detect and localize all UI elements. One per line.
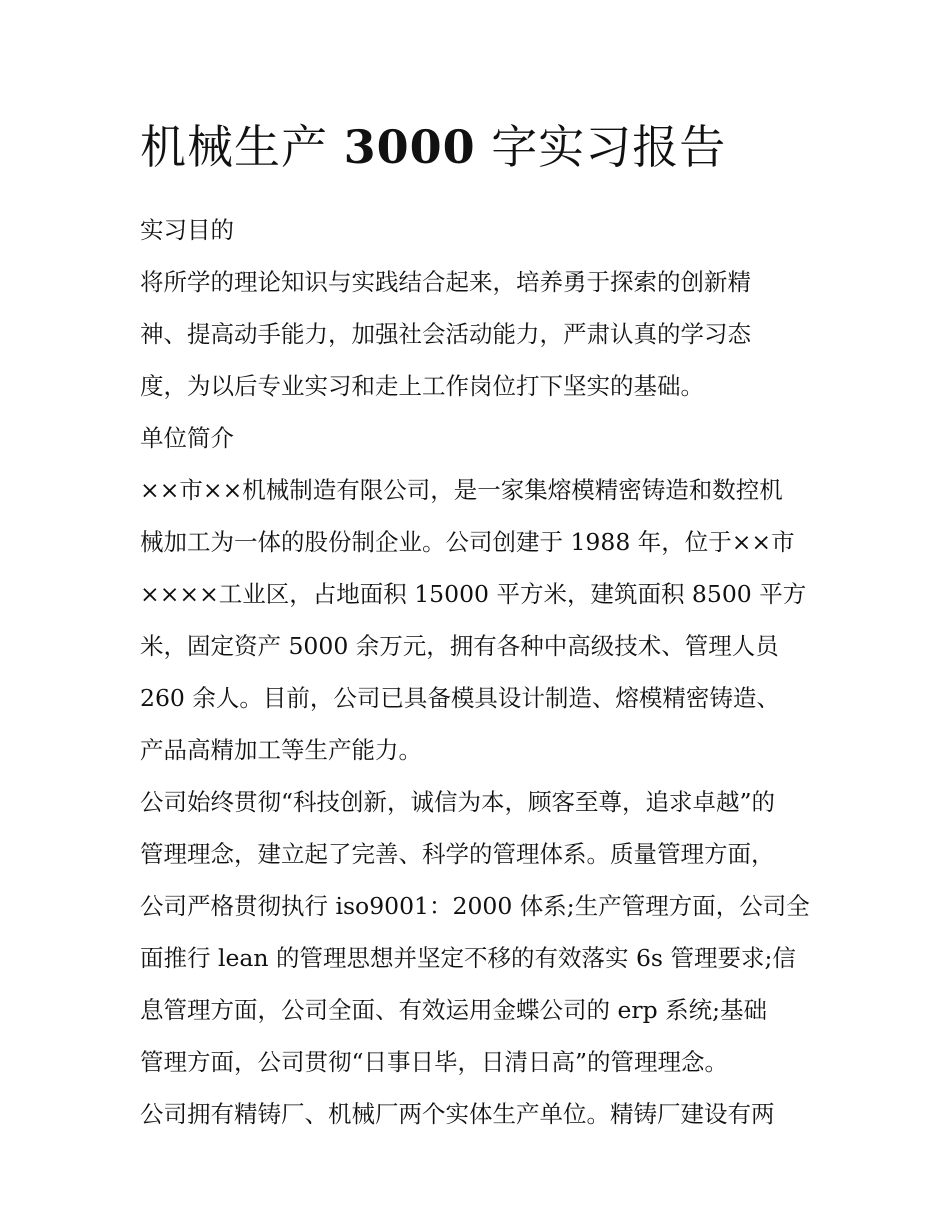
text-line: 管理理念，建立起了完善、科学的管理体系。质量管理方面，: [140, 840, 775, 868]
document-page: [140, 112, 820, 1140]
text-line: 产品高精加工等生产能力。: [140, 736, 422, 764]
text-line: 米，固定资产 5000 余万元，拥有各种中高级技术、管理人员: [140, 632, 779, 660]
text-line: 260 余人。目前，公司已具备模具设计制造、熔模精密铸造、: [140, 684, 780, 712]
text-line: 械加工为一体的股份制企业。公司创建于 1988 年，位于××市: [140, 528, 795, 556]
text-line: 息管理方面，公司全面、有效运用金蝶公司的 erp 系统;基础: [140, 996, 768, 1024]
section-heading-purpose: 实习目的: [140, 216, 234, 244]
section-heading-company: 单位简介: [140, 424, 234, 452]
text-line: 公司拥有精铸厂、机械厂两个实体生产单位。精铸厂建设有两: [140, 1100, 775, 1128]
title-number: 3000: [343, 120, 476, 174]
title-suffix: 字实习报告: [491, 120, 727, 174]
text-line: 管理方面，公司贯彻“日事日毕，日清日高”的管理理念。: [140, 1048, 729, 1076]
text-line: ××市××机械制造有限公司，是一家集熔模精密铸造和数控机: [140, 476, 783, 504]
text-line: 公司严格贯彻执行 iso9001：2000 体系;生产管理方面，公司全: [140, 892, 810, 920]
title-prefix: 机械生产: [140, 120, 328, 174]
text-line: 面推行 lean 的管理思想并坚定不移的有效落实 6s 管理要求;信: [140, 944, 796, 972]
text-line: ××××工业区，占地面积 15000 平方米，建筑面积 8500 平方: [140, 580, 807, 608]
text-line: 神、提高动手能力，加强社会活动能力，严肃认真的学习态: [140, 320, 751, 348]
text-line: 公司始终贯彻“科技创新，诚信为本，顾客至尊，追求卓越”的: [140, 788, 776, 816]
document-title: [140, 112, 820, 182]
text-line: 度，为以后专业实习和走上工作岗位打下坚实的基础。: [140, 372, 704, 400]
text-line: 将所学的理论知识与实践结合起来，培养勇于探索的创新精: [140, 268, 751, 296]
